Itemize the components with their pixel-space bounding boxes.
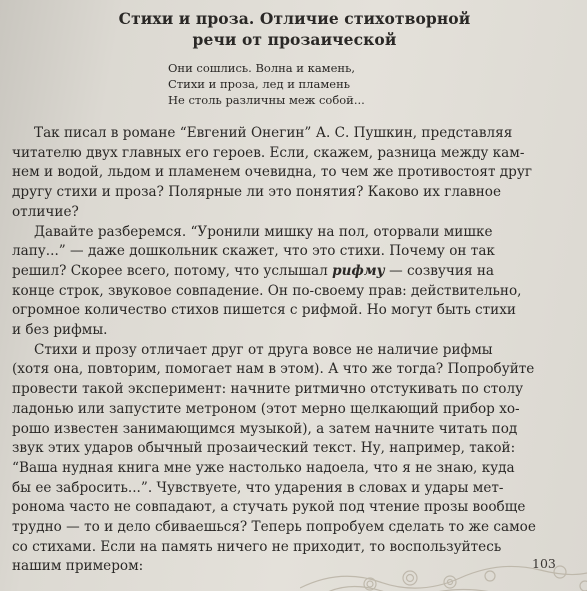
title-line: речи от прозаической (192, 30, 397, 49)
text-fragment: решил? Скорее всего, потому, что услышал (12, 262, 333, 279)
epigraph-line: Стихи и проза, лед и пламень (168, 77, 351, 91)
text-line: читателю двух главных его героев. Если, скажем, разница между кам- (12, 144, 525, 161)
text-line: отличие? (12, 203, 79, 220)
text-line: “Ваша нудная книга мне уже настолько надоела, что я не знаю, куда (12, 459, 515, 476)
page-content (12, 8, 577, 577)
page-number: 103 (532, 556, 556, 571)
text-line: ронома часто не совпадают, а стучать рукой под чтение прозы вообще (12, 499, 526, 516)
text-line: нашим примером: (12, 558, 144, 575)
text-line: Давайте разберемся. “Уронили мишку на пол, оторвали мишке (34, 223, 493, 240)
text-line: лапу...” — даже дошкольник скажет, что это стихи. Почему он так (12, 243, 495, 260)
text-line: провести такой эксперимент: начните ритмично отстукивать по столу (12, 381, 524, 398)
text-line: нем и водой, льдом и пламенем очевидна, то чем же противостоят друг (12, 164, 532, 181)
text-line: со стихами. Если на память ничего не приходит, то воспользуйтесь (12, 538, 502, 555)
body-text (12, 124, 577, 577)
text-line: трудно — то и дело сбиваешься? Теперь попробуем сделать то же самое (12, 519, 536, 536)
text-fragment: — созвучия на (384, 262, 495, 279)
text-line: и без рифмы. (12, 322, 108, 339)
epigraph (168, 60, 577, 108)
text-line (12, 262, 577, 282)
paragraph (12, 124, 577, 223)
title-line: Стихи и проза. Отличие стихотворной (118, 9, 471, 28)
text-line: рошо известен занимающимся музыкой), а затем начните читать под (12, 420, 518, 437)
text-line: (хотя она, повторим, помогает нам в этом). А что же тогда? Попробуйте (12, 361, 535, 378)
text-line: ладонью или запустите метроном (этот мерно щелкающий прибор хо- (12, 400, 520, 417)
text-line: конце строк, звуковое совпадение. Он по-своему прав: действительно, (12, 282, 522, 299)
text-line: звук этих ударов обычный прозаический текст. Ну, например, такой: (12, 440, 516, 457)
paragraph (12, 341, 577, 577)
text-line: огромное количество стихов пишется с рифмой. Но могут быть стихи (12, 302, 516, 319)
text-line: бы ее забросить...”. Чувствуете, что ударения в словах и удары мет- (12, 479, 504, 496)
text-line: Так писал в романе “Евгений Онегин” А. С. Пушкин, представляя (34, 125, 513, 141)
paragraph (12, 223, 577, 341)
text-line: Стихи и прозу отличает друг от друга вовсе не наличие рифмы (34, 341, 493, 358)
text-line: другу стихи и проза? Полярные ли это понятия? Каково их главное (12, 184, 502, 201)
page-title (12, 8, 577, 50)
emphasized-term: рифму (332, 262, 385, 279)
epigraph-line: Не столь различны меж собой... (168, 93, 365, 107)
epigraph-line: Они сошлись. Волна и камень, (168, 61, 356, 75)
